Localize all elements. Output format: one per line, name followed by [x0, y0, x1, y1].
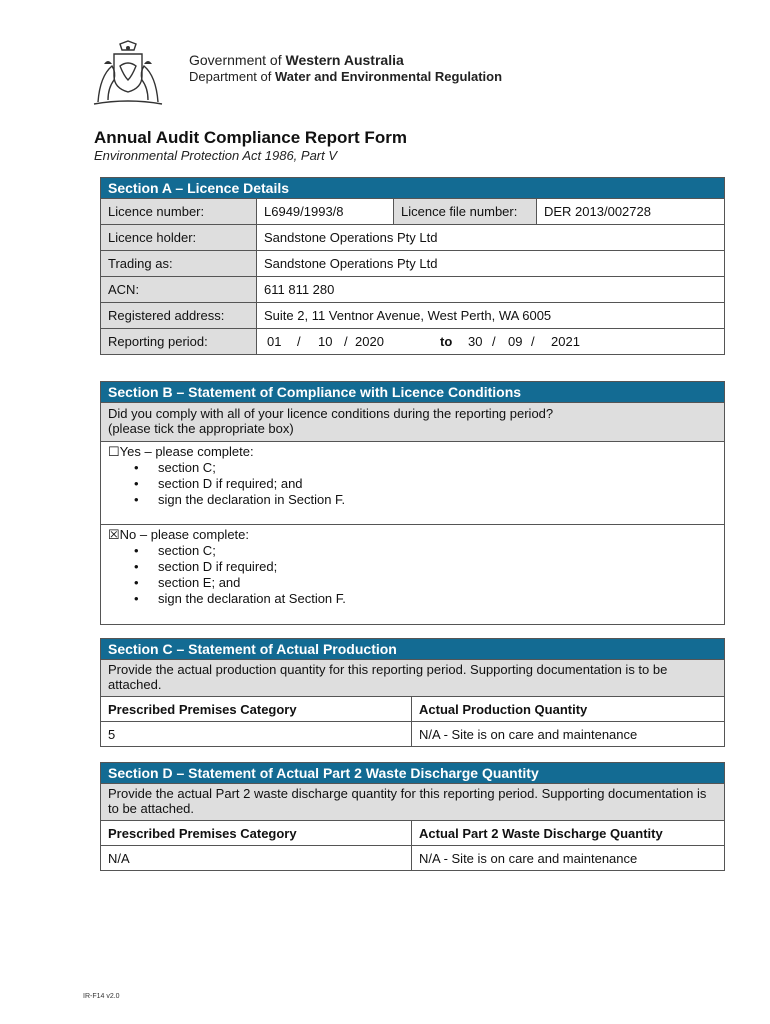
- waste-discharge-header: Actual Part 2 Waste Discharge Quantity: [412, 821, 725, 846]
- production-quantity-header: Actual Production Quantity: [412, 697, 725, 722]
- list-item: • sign the declaration at Section F.: [158, 591, 724, 607]
- waste-discharge-field[interactable]: N/A - Site is on care and maintenance: [412, 846, 725, 871]
- section-b-heading: Section B – Statement of Compliance with Licence Conditions: [101, 382, 724, 402]
- yes-label: Yes – please complete:: [119, 444, 254, 459]
- licence-number-label: Licence number:: [101, 199, 257, 225]
- tick-instruction: (please tick the appropriate box): [108, 421, 294, 436]
- section-b-instructions: [101, 402, 724, 441]
- yes-checkbox[interactable]: ☐: [108, 444, 120, 459]
- section-d-heading: Section D – Statement of Actual Part 2 Waste Discharge Quantity: [101, 763, 724, 783]
- licence-file-field[interactable]: DER 2013/002728: [537, 199, 725, 225]
- reporting-period-label: Reporting period:: [101, 329, 257, 355]
- wa-government-crest-icon: [92, 40, 164, 108]
- compliance-question: Did you comply with all of your licence conditions during the reporting period?: [108, 406, 554, 421]
- list-item: • sign the declaration in Section F.: [158, 492, 724, 508]
- list-item: • section D if required;: [158, 559, 724, 575]
- date-separator: /: [344, 334, 348, 349]
- section-a: [100, 177, 725, 355]
- acn-field[interactable]: 611 811 280: [257, 277, 725, 303]
- list-item: • section C;: [158, 543, 724, 559]
- trading-as-label: Trading as:: [101, 251, 257, 277]
- government-name: Government of Western Australia: [189, 52, 404, 68]
- no-checkbox[interactable]: ☒: [108, 527, 120, 542]
- section-d: [100, 762, 725, 871]
- section-c-heading: Section C – Statement of Actual Production: [101, 639, 724, 659]
- period-from-year[interactable]: 2020: [355, 334, 384, 349]
- premises-category-field[interactable]: N/A: [101, 846, 412, 871]
- section-c: [100, 638, 725, 747]
- period-to-day[interactable]: 30: [468, 334, 483, 349]
- no-option: [101, 524, 724, 624]
- licence-file-label: Licence file number:: [394, 199, 537, 225]
- no-label: No – please complete:: [119, 527, 250, 542]
- date-separator: /: [492, 334, 496, 349]
- period-to-month[interactable]: 09: [508, 334, 523, 349]
- date-separator: /: [531, 334, 535, 349]
- period-to-label: to: [440, 334, 453, 349]
- form-title: Annual Audit Compliance Report Form: [94, 128, 407, 147]
- date-separator: /: [297, 334, 301, 349]
- premises-category-field[interactable]: 5: [101, 722, 412, 747]
- list-item: • section C;: [158, 460, 724, 476]
- list-item: • section D if required; and: [158, 476, 724, 492]
- licence-holder-field[interactable]: Sandstone Operations Pty Ltd: [257, 225, 725, 251]
- acn-label: ACN:: [101, 277, 257, 303]
- section-a-heading: Section A – Licence Details: [101, 178, 724, 198]
- registered-address-label: Registered address:: [101, 303, 257, 329]
- licence-holder-label: Licence holder:: [101, 225, 257, 251]
- trading-as-field[interactable]: Sandstone Operations Pty Ltd: [257, 251, 725, 277]
- period-from-day[interactable]: 01: [267, 334, 282, 349]
- reporting-period-row: [257, 329, 725, 355]
- yes-list: [101, 460, 724, 508]
- production-quantity-field[interactable]: N/A - Site is on care and maintenance: [412, 722, 725, 747]
- premises-category-header: Prescribed Premises Category: [101, 697, 412, 722]
- form-subtitle: Environmental Protection Act 1986, Part V: [94, 148, 338, 163]
- department-name: Department of Water and Environmental Regulation: [189, 69, 503, 84]
- period-from-month[interactable]: 10: [318, 334, 333, 349]
- yes-option: [101, 441, 724, 524]
- registered-address-field[interactable]: Suite 2, 11 Ventnor Avenue, West Perth, WA 6005: [257, 303, 725, 329]
- form-code: IR-F14 v2.0: [83, 993, 120, 1000]
- no-list: [101, 543, 724, 607]
- premises-category-header: Prescribed Premises Category: [101, 821, 412, 846]
- period-to-year[interactable]: 2021: [551, 334, 580, 349]
- list-item: • section E; and: [158, 575, 724, 591]
- section-c-instruction: Provide the actual production quantity for this reporting period. Supporting documentation is to be attached.: [101, 659, 724, 696]
- section-b: [100, 381, 725, 625]
- section-d-instruction: Provide the actual Part 2 waste discharge quantity for this reporting period. Supporting documentation is to be attached.: [101, 783, 724, 820]
- licence-number-field[interactable]: L6949/1993/8: [257, 199, 394, 225]
